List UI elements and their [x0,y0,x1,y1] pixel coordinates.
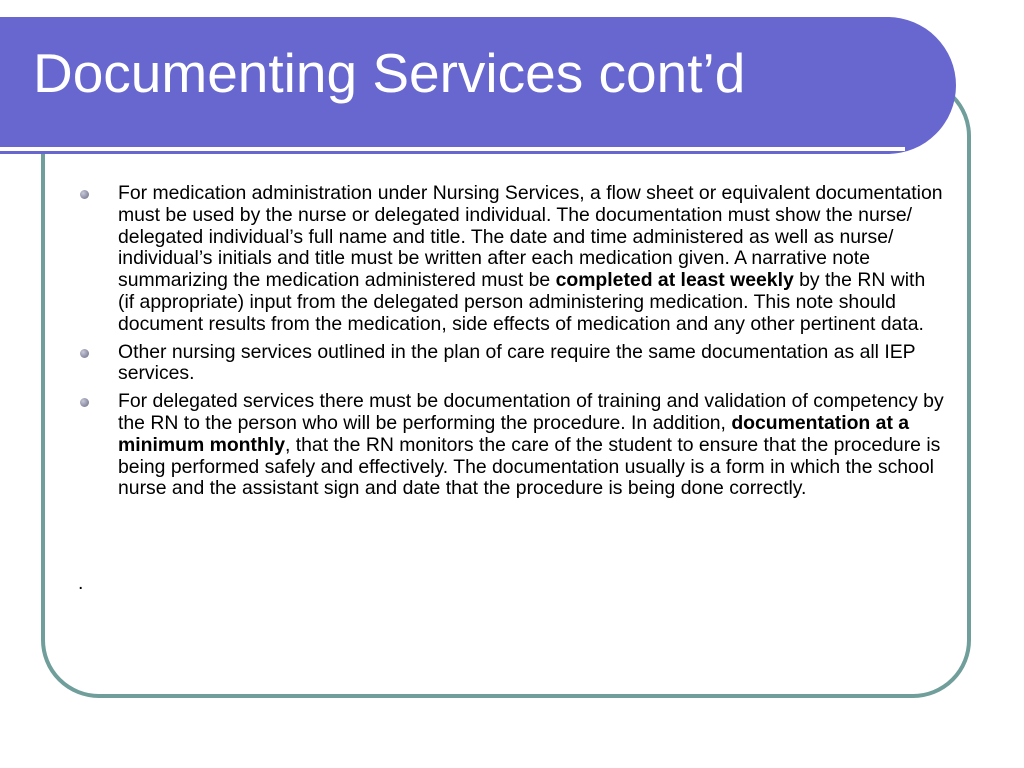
bullet-segment: by the RN with (if appropriate) input from the delegated person administering medication. This note should document results from the medication, side effects of medication and any other pertinent data. [118,269,926,335]
slide-title: Documenting Services cont’d [33,42,746,104]
bullet-segment: , that the RN monitors the care of the student to ensure that the procedure is being performed safely and effectively. The documentation usually is a form in which the school nurse and the assistant sign and date that the procedure is being done correctly. [118,433,941,500]
bullet-item [75,183,945,336]
bullet-item [75,342,945,386]
bullet-text [118,390,944,499]
bullet-emphasis: documentation at a minimum monthly [118,411,910,456]
bullet-text [118,182,943,335]
bullet-segment: Other nursing services outlined in the plan of care require the same documentation as all IEP services. [118,340,916,385]
title-underline [0,147,905,151]
bullet-segment: For medication administration under Nursing Services, a flow sheet or equivalent documentation must be used by the nurse or delegated individual. The documentation must show the nurse/ delegated individual’s full name and title. The date and time administered as well as nurse/ individual’s initials and title must be written after each medication given. A narrative note summarizing the medication administered must be [118,182,943,292]
bullet-dot-icon [80,349,89,358]
bullet-emphasis: completed at least weekly [555,269,794,292]
bullet-dot-icon [80,398,89,407]
bullet-dot-icon [80,190,89,199]
bullet-segment: For delegated services there must be documentation of training and validation of competency by the RN to the person who will be performing the procedure. In addition, [118,390,944,434]
bullet-list [75,183,945,506]
trailing-period: . [78,572,84,594]
bullet-text [118,341,915,385]
bullet-item [75,391,945,500]
